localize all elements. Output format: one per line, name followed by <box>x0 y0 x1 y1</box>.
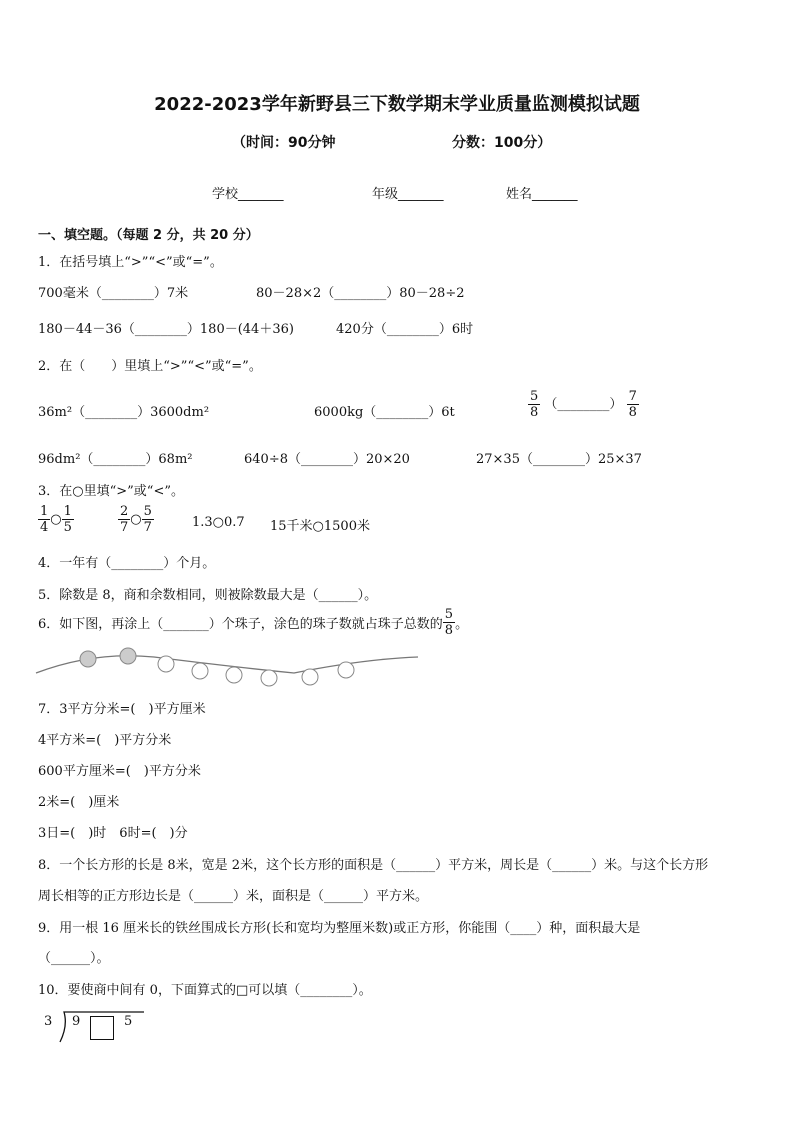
q2-b: 6000kg（________）6t <box>314 405 455 420</box>
q2-d: 96dm²（________）68m² <box>38 452 193 467</box>
dividend-digit: 5 <box>124 1014 133 1029</box>
bead <box>226 667 242 683</box>
q10: 10．要使商中间有 0，下面算式的□可以填（________）。 <box>38 983 372 998</box>
q2-c: $\frac{5}{8}$ （________） $\frac{7}{8}$ <box>530 389 637 420</box>
q1-d: 420分（________）6时 <box>336 322 474 337</box>
q9-line2: （______）。 <box>38 951 110 966</box>
q3-a: $\frac{1}{4}$ ○ $\frac{1}{5}$ <box>40 504 72 535</box>
q4: 4．一年有（________）个月。 <box>38 556 216 571</box>
bead-shaded <box>120 648 136 664</box>
q1-b: 80－28×2（________）80－28÷2 <box>256 286 465 301</box>
q7-c: 600平方厘米=( )平方分米 <box>38 764 201 779</box>
q7-e: 3日=( )时 6时=( )分 <box>38 826 188 841</box>
q3-b: $\frac{2}{7}$ ○ $\frac{5}{7}$ <box>120 504 152 535</box>
exam-score: 分数：100分） <box>452 135 552 151</box>
bead <box>338 662 354 678</box>
q1-a: 700毫米（________）7米 <box>38 286 189 301</box>
q7-a: 7．3平方分米=( )平方厘米 <box>38 702 206 717</box>
exam-time: （时间：90分钟 <box>232 135 336 151</box>
q7-b: 4平方米=( )平方分米 <box>38 733 172 748</box>
q7-d: 2米=( )厘米 <box>38 795 120 810</box>
q3-stem: 3．在○里填“>”或“<”。 <box>38 484 184 499</box>
dividend-digit: 9 <box>72 1014 81 1029</box>
fraction: $\frac{7}{8}$ <box>628 389 637 420</box>
bead <box>158 656 174 672</box>
grade-field: 年级_______ <box>372 187 444 202</box>
q1-stem: 1．在括号填上“>”“<”或“=”。 <box>38 255 223 270</box>
q9-line1: 9．用一根 16 厘米长的铁丝围成长方形(长和宽均为整厘米数)或正方形，你能围（____）种，面积最大是 <box>38 921 641 936</box>
q2-stem: 2．在（ ）里填上“>”“<”或“=”。 <box>38 359 262 374</box>
q3-c: 1.3○0.7 <box>192 515 245 530</box>
page-title: 2022-2023学年新野县三下数学期末学业质量监测模拟试题 <box>154 94 640 115</box>
blank-box <box>90 1016 114 1040</box>
long-division <box>40 1008 150 1044</box>
beads-figure <box>34 645 424 690</box>
q8-line1: 8．一个长方形的长是 8米，宽是 2米，这个长方形的面积是（______）平方米，周长是（______）米。与这个长方形 <box>38 858 709 873</box>
q1-c: 180－44－36（________）180－(44＋36) <box>38 322 294 337</box>
fraction: $\frac{5}{8}$ <box>530 389 539 420</box>
divisor: 3 <box>44 1014 53 1029</box>
bead <box>261 670 277 686</box>
q2-e: 640÷8（________）20×20 <box>244 452 410 467</box>
school-field: 学校_______ <box>212 187 284 202</box>
name-field: 姓名_______ <box>506 187 578 202</box>
bead <box>192 663 208 679</box>
q8-line2: 周长相等的正方形边长是（______）米，面积是（______）平方米。 <box>38 889 429 904</box>
q5: 5．除数是 8，商和余数相同，则被除数最大是（______）。 <box>38 588 378 603</box>
q2-f: 27×35（________）25×37 <box>476 452 642 467</box>
q6: 6．如下图，再涂上（_______）个珠子，涂色的珠子数就占珠子总数的 $\frac{5}{8}$ 。 <box>38 607 469 638</box>
section-heading: 一、填空题。（每题 2 分，共 20 分） <box>38 228 259 243</box>
bead-shaded <box>80 651 96 667</box>
q2-a: 36m²（________）3600dm² <box>38 405 210 420</box>
bead <box>302 669 318 685</box>
q3-d: 15千米○1500米 <box>270 519 370 534</box>
